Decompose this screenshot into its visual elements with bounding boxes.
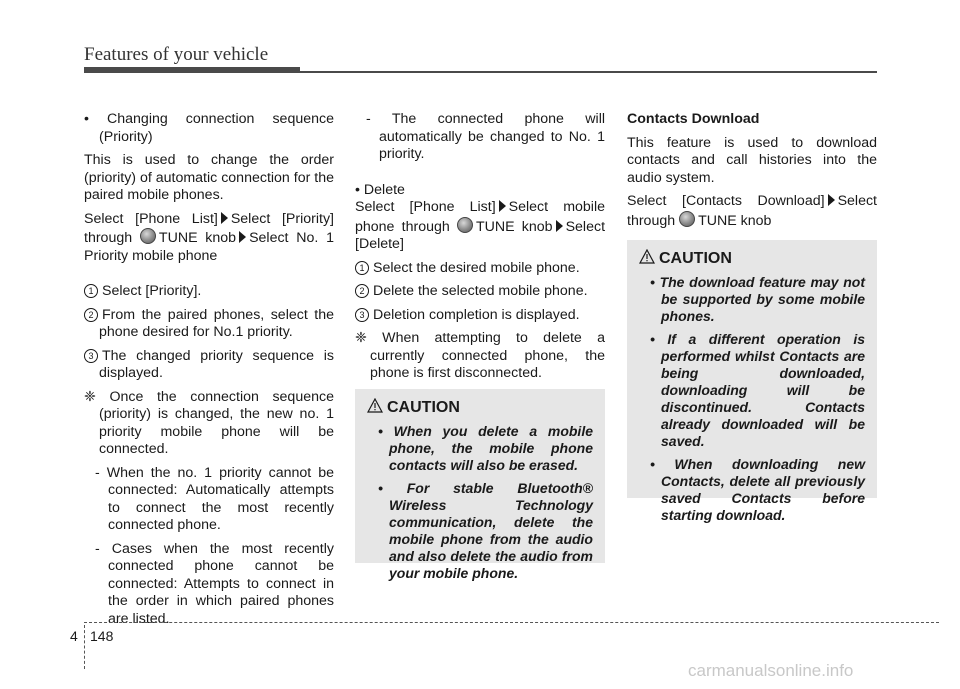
- column-delete: [355, 111, 605, 389]
- caution-item: • For stable Bluetooth® Wireless Technology communication, delete the mobile phone from the audio and also delete the audio from your mobile phone.: [378, 480, 593, 581]
- priority-note-dash-3: - The connected phone will automatically be changed to No. 1 priority.: [366, 111, 605, 162]
- caution-item: • If a different operation is performed whilst Contacts are being downloaded, downloading will be discontinued. Contacts already downloaded will be saved.: [650, 331, 865, 449]
- column-priority: [84, 111, 334, 634]
- arrow-right-icon: [239, 231, 246, 243]
- priority-note-dash-2: - Cases when the most recently connected phone cannot be connected: Attempts to connect in the order in which paired phones are listed.: [95, 540, 334, 627]
- contacts-description: This feature is used to download contacts and call histories into the audio system.: [627, 134, 877, 186]
- step-text: Delete the selected mobile phone.: [373, 283, 588, 299]
- step-number-icon: 1: [355, 261, 369, 275]
- arrow-right-icon: [828, 194, 835, 206]
- delete-bullet: • Delete: [355, 181, 405, 198]
- priority-step-3: [84, 348, 334, 383]
- warning-triangle-icon: [367, 398, 383, 413]
- delete-step-3: [355, 307, 605, 325]
- tune-knob-icon: [140, 228, 156, 244]
- contacts-path: [627, 193, 877, 230]
- note-text: Once the connection sequence (priority) is changed, the new no. 1 priority mobile phone will be connected.: [99, 388, 334, 457]
- path-step: Select through: [627, 193, 877, 229]
- watermark-text: carmanualsonline.info: [688, 661, 854, 680]
- column-contacts: [627, 111, 877, 236]
- path-step: TUNE knob: [475, 218, 553, 235]
- step-number-icon: 3: [355, 308, 369, 322]
- path-step: Select [Delete]: [355, 218, 606, 252]
- page-number: 148: [90, 628, 114, 644]
- priority-step-1: [84, 283, 334, 301]
- warning-triangle-icon: [639, 249, 655, 264]
- step-number-icon: 2: [84, 308, 98, 322]
- priority-bullet: • Changing connection sequence (Priority): [84, 111, 334, 145]
- section-number: 4: [70, 628, 78, 644]
- delete-step-1: [355, 260, 605, 278]
- delete-note: [355, 330, 605, 383]
- step-number-icon: 2: [355, 284, 369, 298]
- header-rule: [300, 71, 877, 73]
- note-text: When attempting to delete a currently connected phone, the phone is first disconnected.: [370, 330, 605, 381]
- caution-item: • The download feature may not be supported by some mobile phones.: [650, 274, 865, 324]
- caution-title: [387, 399, 593, 417]
- path-step: Select No. 1 Priority mobile phone: [84, 230, 334, 264]
- step-number-icon: 1: [84, 284, 98, 298]
- note-mark-icon: ❈: [84, 388, 96, 405]
- caution-item: • When you delete a mobile phone, the mobile phone contacts will also be erased.: [378, 423, 593, 473]
- delete-path: [355, 199, 605, 254]
- step-text: Select the desired mobile phone.: [373, 259, 580, 276]
- priority-description: This is used to change the order (priority) of automatic connection for the paired mobile phones.: [84, 152, 334, 203]
- path-step: TUNE knob: [158, 230, 237, 246]
- arrow-right-icon: [221, 212, 228, 224]
- footer-rule: [84, 622, 939, 623]
- priority-path: [84, 211, 334, 266]
- step-text: From the paired phones, select the phone desired for No.1 priority.: [99, 306, 334, 340]
- caution-title-text: CAUTION: [387, 399, 460, 416]
- step-text: The changed priority sequence is displayed.: [99, 347, 334, 381]
- note-mark-icon: ❈: [355, 330, 367, 346]
- step-text: Select [Priority].: [102, 283, 202, 299]
- tune-knob-icon: [457, 217, 473, 233]
- path-step: Select [Phone List]: [84, 210, 218, 227]
- caution-box-delete: [355, 389, 605, 581]
- page-header-title: Features of your vehicle: [84, 44, 269, 65]
- priority-note: [84, 389, 334, 459]
- step-text: Deletion completion is displayed.: [373, 306, 580, 323]
- contacts-heading: Contacts Download: [627, 111, 760, 127]
- path-step: Select [Phone List]: [355, 199, 496, 215]
- priority-note-dash-1: - When the no. 1 priority cannot be connected: Automatically attempts to connect the most recently connected phone.: [95, 464, 334, 533]
- arrow-right-icon: [499, 200, 506, 212]
- path-step: TUNE knob: [698, 212, 772, 229]
- step-number-icon: 3: [84, 349, 98, 363]
- footer-divider: [84, 625, 85, 669]
- caution-box-contacts: [627, 240, 877, 523]
- caution-title: [659, 250, 865, 268]
- path-step: Select [Priority] through: [84, 210, 334, 246]
- path-step: Select mobile phone through: [355, 199, 605, 235]
- caution-title-text: CAUTION: [659, 250, 732, 267]
- arrow-right-icon: [556, 220, 563, 232]
- caution-item: • When downloading new Contacts, delete all previously saved Contacts before starting download.: [650, 456, 865, 523]
- header-bar: [84, 67, 300, 73]
- delete-step-2: [355, 283, 605, 301]
- tune-knob-icon: [679, 211, 695, 227]
- priority-step-2: [84, 307, 334, 342]
- path-step: Select [Contacts Download]: [627, 193, 825, 209]
